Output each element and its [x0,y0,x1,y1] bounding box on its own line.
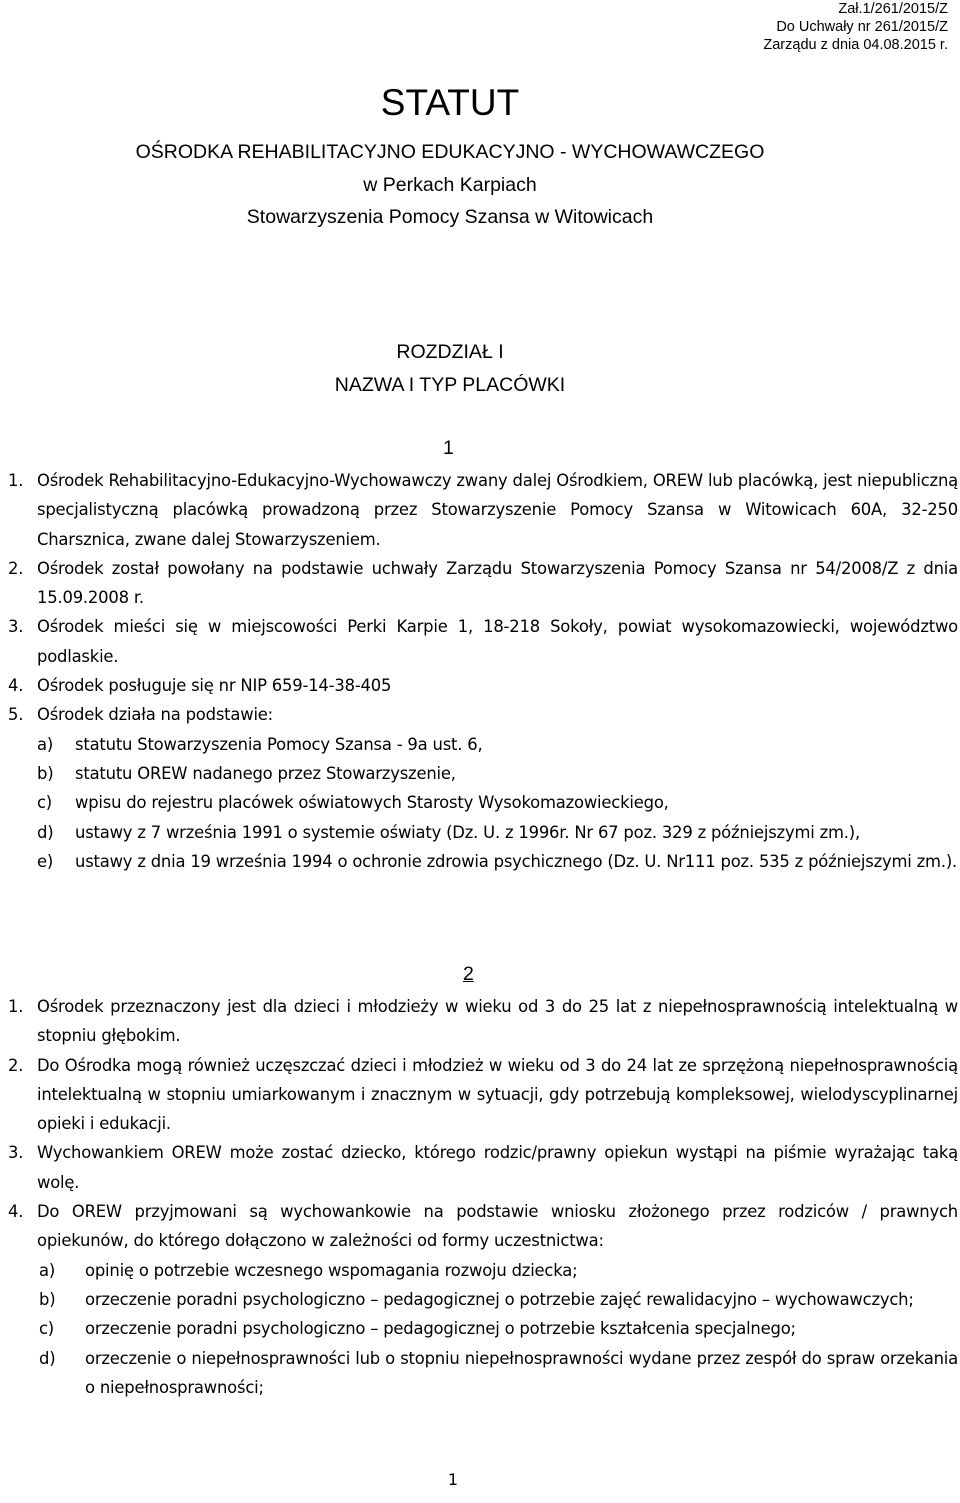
page-number: 1 [447,1470,459,1489]
subitem-letter: a) [37,734,54,754]
attachment-header [763,0,948,54]
section-1-item [8,671,958,700]
section-1-subitem [37,730,958,759]
item-number: 3. [8,617,24,637]
section-1-body [8,466,958,876]
attachment-number: Zał.1/261/2015/Z [838,1,948,17]
section-2-heading: 2 [463,963,474,985]
subitem-text: statutu Stowarzyszenia Pomocy Szansa - 9a ust. 6, [75,734,483,754]
item-number: 1. [8,471,24,490]
section-2-subitem [37,1314,958,1343]
institution-name: OŚRODKA REHABILITACYJNO EDUKACYJNO - WYCHOWAWCZEGO [135,141,765,163]
section-1-subitem [37,818,958,847]
section-1-subitem [37,847,958,876]
item-text: Do OREW przyjmowani są wychowankowie na podstawie wniosku złożonego przez rodziców / prawnych opiekunów, do którego dołączono w zależności od formy uczestnictwa: [37,1202,958,1251]
section-1-subitem [37,788,958,817]
subitem-letter: c) [39,1319,55,1339]
item-number: 5. [8,705,24,725]
resolution-reference: Do Uchwały nr 261/2015/Z [776,19,948,35]
item-number: 3. [8,1143,24,1163]
document-title: STATUT [380,82,520,123]
item-number: 2. [8,558,24,578]
section-2-item [8,1051,958,1139]
section-2-item [8,1138,958,1197]
subitem-text: statutu OREW nadanego przez Stowarzyszenie, [75,763,456,783]
section-2-body [8,992,958,1402]
chapter-number: ROZDZIAŁ I [396,341,504,363]
subitem-text: ustawy z dnia 19 września 1994 o ochronie zdrowia psychicznego (Dz. U. Nr111 poz. 535 z późniejszymi zm.). [75,851,958,871]
subitem-text: orzeczenie o niepełnosprawności lub o stopniu niepełnosprawności wydane przez zespół do spraw orzekania o niepełnosprawności; [85,1348,958,1397]
section-1-subitem [37,759,958,788]
item-text: Ośrodek został powołany na podstawie uchwały Zarządu Stowarzyszenia Pomocy Szansa nr 54/2008/Z z dnia 15.09.2008 r. [37,558,958,608]
section-1-item [8,700,958,729]
subitem-text: orzeczenie poradni psychologiczno – pedagogicznej o potrzebie kształcenia specjalnego; [85,1319,796,1339]
section-1-heading: 1 [443,437,454,459]
association-name: Stowarzyszenia Pomocy Szansa w Witowicach [246,206,654,228]
section-1-item [8,554,958,613]
item-text: Do Ośrodka mogą również uczęszczać dzieci i młodzież w wieku od 3 do 24 lat ze sprzężoną niepełnosprawnością intelektualną w stopniu umiarkowanym i znacznym w sytuacji, gdy potrzebują kompleksowej, wielodyscyplinarnej opieki i edukacji. [37,1055,958,1134]
chapter-name: NAZWA I TYP PLACÓWKI [334,374,566,396]
item-text: Ośrodek działa na podstawie: [37,705,274,725]
subitem-text: orzeczenie poradni psychologiczno – pedagogicznej o potrzebie zajęć rewalidacyjno – wychowawczych; [85,1289,914,1309]
subitem-letter: e) [37,851,54,871]
item-number: 1. [8,997,24,1016]
subitem-text: wpisu do rejestru placówek oświatowych Starosty Wysokomazowieckiego, [75,793,669,813]
subitem-text: opinię o potrzebie wczesnego wspomagania rozwoju dziecka; [85,1260,578,1280]
item-number: 4. [8,676,24,696]
section-1-item [8,612,958,671]
subitem-letter: b) [37,763,54,783]
item-number: 2. [8,1055,24,1075]
subitem-letter: a) [39,1260,56,1280]
board-date: Zarządu z dnia 04.08.2015 r. [763,37,948,53]
item-number: 4. [8,1202,24,1222]
item-text: Wychowankiem OREW może zostać dziecko, którego rodzic/prawny opiekun wystąpi na piśmie wyrażając taką wolę. [37,1143,958,1192]
item-text: Ośrodek Rehabilitacyjno-Edukacyjno-Wychowawczy zwany dalej Ośrodkiem, OREW lub placówką, jest niepubliczną specjalistyczną placówką prowadzoną przez Stowarzyszenie Pomocy Szansa w Witowicach 60A, 32-250 Charsznica, zwane dalej Stowarzyszeniem. [37,471,958,549]
section-1-item [8,466,958,554]
institution-location: w Perkach Karpiach [363,174,537,196]
section-2-subitem [37,1344,958,1403]
item-text: Ośrodek mieści się w miejscowości Perki Karpie 1, 18-218 Sokoły, powiat wysokomazowiecki, województwo podlaskie. [37,617,958,666]
section-2-subitem [37,1256,958,1285]
subitem-letter: d) [37,822,54,842]
section-2-item [8,992,958,1051]
subitem-letter: c) [37,793,53,813]
section-2-subitem [37,1285,958,1314]
subitem-letter: b) [39,1289,56,1309]
subitem-letter: d) [39,1348,56,1368]
item-text: Ośrodek posługuje się nr NIP 659-14-38-405 [37,676,392,696]
subitem-text: ustawy z 7 września 1991 o systemie oświaty (Dz. U. z 1996r. Nr 67 poz. 329 z późniejszymi zm.), [75,822,860,842]
item-text: Ośrodek przeznaczony jest dla dzieci i młodzieży w wieku od 3 do 25 lat z niepełnosprawnością intelektualną w stopniu głębokim. [37,997,958,1046]
section-2-item [8,1197,958,1256]
